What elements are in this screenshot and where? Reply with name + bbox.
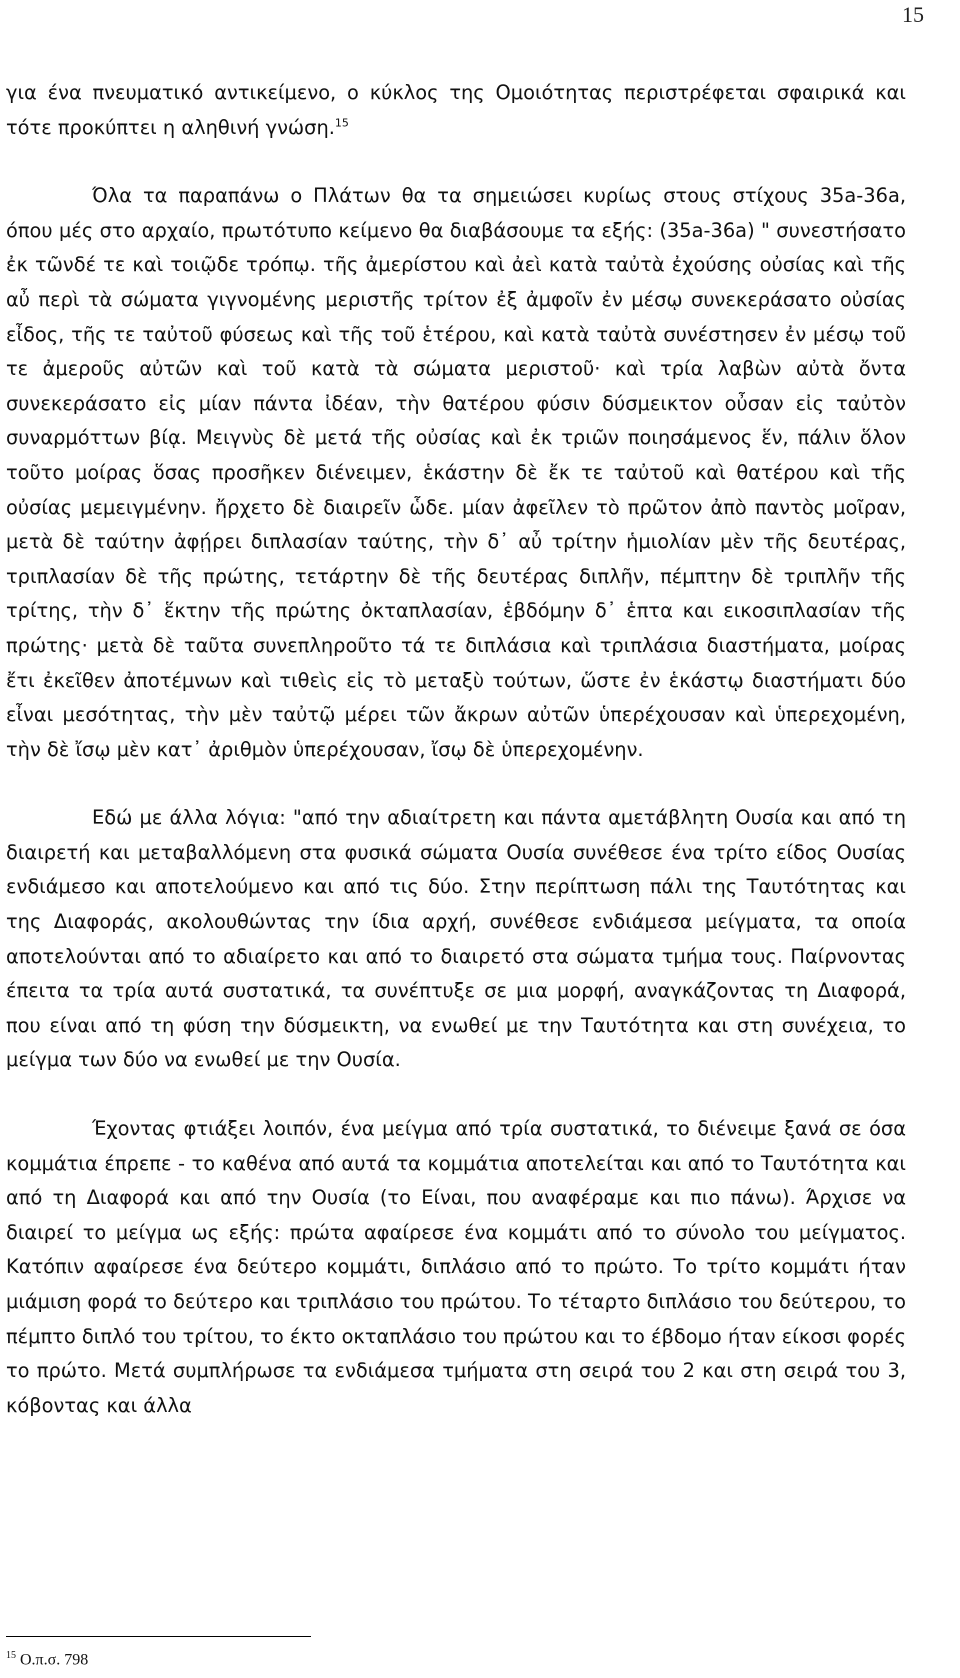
body-text bbox=[6, 76, 906, 1423]
footnote-text: Ο.π.σ. 798 bbox=[20, 1651, 89, 1669]
page-number: 15 bbox=[902, 2, 924, 27]
footnote bbox=[6, 1650, 88, 1669]
paragraph-continuation bbox=[6, 76, 906, 145]
paragraph-plato-quote: Όλα τα παραπάνω ο Πλάτων θα τα σημειώσει κυρίως στους στίχους 35a-36a, όπου μές στο αρχαίο, πρωτότυπο κείμενο θα διαβάσουμε τα εξής: (35a-36a) " συνεστήσατο ἐκ τῶνδέ τε καὶ τοιῷδε τρόπῳ. τῆς ἀμερίστου καὶ ἀεὶ κατὰ ταὐτὰ ἐχούσης οὐσίας καὶ τῆς αὖ περὶ τὰ σώματα γιγνομένης μεριστῆς τρίτον ἐξ ἀμφοῖν ἐν μέσῳ συνεκεράσατο οὐσίας εἶδος, τῆς τε ταὐτοῦ φύσεως καὶ τῆς τοῦ ἑτέρου, καὶ κατὰ ταὐτὰ συνέστησεν ἐν μέσῳ τοῦ τε ἀμεροῦς αὐτῶν καὶ τοῦ κατὰ τὰ σώματα μεριστοῦ· καὶ τρία λαβὼν αὐτὰ ὄντα συνεκεράσατο εἰς μίαν πάντα ἰδέαν, τὴν θατέρου φύσιν δύσμεικτον οὖσαν εἰς ταὐτὸν συναρμόττων βίᾳ. Μειγνὺς δὲ μετά τῆς οὐσίας καὶ ἐκ τριῶν ποιησάμενος ἕν, πάλιν ὅλον τοῦτο μοίρας ὅσας προσῆκεν διένειμεν, ἑκάστην δὲ ἔκ τε ταὐτοῦ καὶ θατέρου καὶ τῆς οὐσίας μεμειγμένην. ἤρχετο δὲ διαιρεῖν ὧδε. μίαν ἀφεῖλεν τὸ πρῶτον ἀπὸ παντὸς μοῖραν, μετὰ δὲ ταύτην ἀφῄρει διπλασίαν ταύτης, τὴν δ᾽ αὖ τρίτην ἡμιολίαν μὲν τῆς δευτέρας, τριπλασίαν δὲ τῆς πρώτης, τετάρτην δὲ τῆς δευτέρας διπλῆν, πέμπτην δὲ τριπλῆν τῆς τρίτης, τὴν δ᾽ ἕκτην τῆς πρώτης ὀκταπλασίαν, ἑβδόμην δ᾽ ἑπτα και εικοσιπλασίαν τῆς πρώτης· μετὰ δὲ ταῦτα συνεπληροῦτο τά τε διπλάσια καὶ τριπλάσια διαστήματα, μοίρας ἔτι ἐκεῖθεν ἀποτέμνων καὶ τιθεὶς εἰς τὸ μεταξὺ τούτων, ὥστε ἐν ἑκάστῳ διαστήματι δύο εἶναι μεσότητας, τὴν μὲν ταὐτῷ μέρει τῶν ἄκρων αὐτῶν ὑπερέχουσαν καὶ ὑπερεχομένη, τὴν δὲ ἴσῳ μὲν κατ᾽ ἀριθμὸν ὑπερέχουσαν, ἴσῳ δὲ ὑπερεχομένην. bbox=[6, 184, 906, 761]
paragraph-1-text: για ένα πνευματικό αντικείμενο, ο κύκλος της Ομοιότητας περιστρέφεται σφαιρικά και τότε προκύπτει η αληθινή γνώση. bbox=[6, 81, 906, 139]
footnote-number: 15 bbox=[6, 1650, 16, 1661]
footnote-reference: 15 bbox=[334, 116, 349, 130]
paragraph-explanation: Εδώ με άλλα λόγια: "από την αδιαίτρετη και πάντα αμετάβλητη Ουσία και από τη διαιρετή και μεταβαλλόμενη στα φυσικά σώματα Ουσία συνέθεσε ένα τρίτο είδος Ουσίας ενδιάμεσο και αποτελούμενο και από τις δύο. Στην περίπτωση πάλι της Ταυτότητας και της Διαφοράς, ακολουθώντας την ίδια αρχή, συνέθεσε ενδιάμεσα μείγματα, τα οποία αποτελούνται από το αδιαίρετο και από το διαιρετό στα σώματα τμήμα τους. Παίρνοντας έπειτα τα τρία αυτά συστατικά, τα συνέπτυξε σε μια μορφή, αναγκάζοντας τη Διαφορά, που είναι από τη φύση την δύσμεικτη, να ενωθεί με την Ταυτότητα και στη συνέχεια, το μείγμα των δύο να ενωθεί με την Ουσία. bbox=[6, 806, 906, 1072]
footnote-separator bbox=[6, 1636, 311, 1637]
paragraph-division: Έχοντας φτιάξει λοιπόν, ένα μείγμα από τρία συστατικά, το διένειμε ξανά σε όσα κομμάτια έπρεπε - το καθένα από αυτά τα κομμάτια αποτελείται και από το Ταυτότητα και από τη Διαφορά και από την Ουσία (το Είναι, που αναφέραμε και πιο πάνω). Άρχισε να διαιρεί το μείγμα ως εξής: πρώτα αφαίρεσε ένα κομμάτι από το σύνολο του μείγματος. Κατόπιν αφαίρεσε ένα δεύτερο κομμάτι, διπλάσιο από το πρώτο. Το τρίτο κομμάτι ήταν μιάμιση φορά το δεύτερο και τριπλάσιο του πρώτου. Το τέταρτο διπλάσιο του δεύτερου, το πέμπτο διπλό του τρίτου, το έκτο οκταπλάσιο του πρώτου και το έβδομο ήταν είκοσι φορές το πρώτο. Μετά συμπλήρωσε τα ενδιάμεσα τμήματα στη σειρά του 2 και στη σειρά του 3, κόβοντας και άλλα bbox=[6, 1117, 906, 1417]
